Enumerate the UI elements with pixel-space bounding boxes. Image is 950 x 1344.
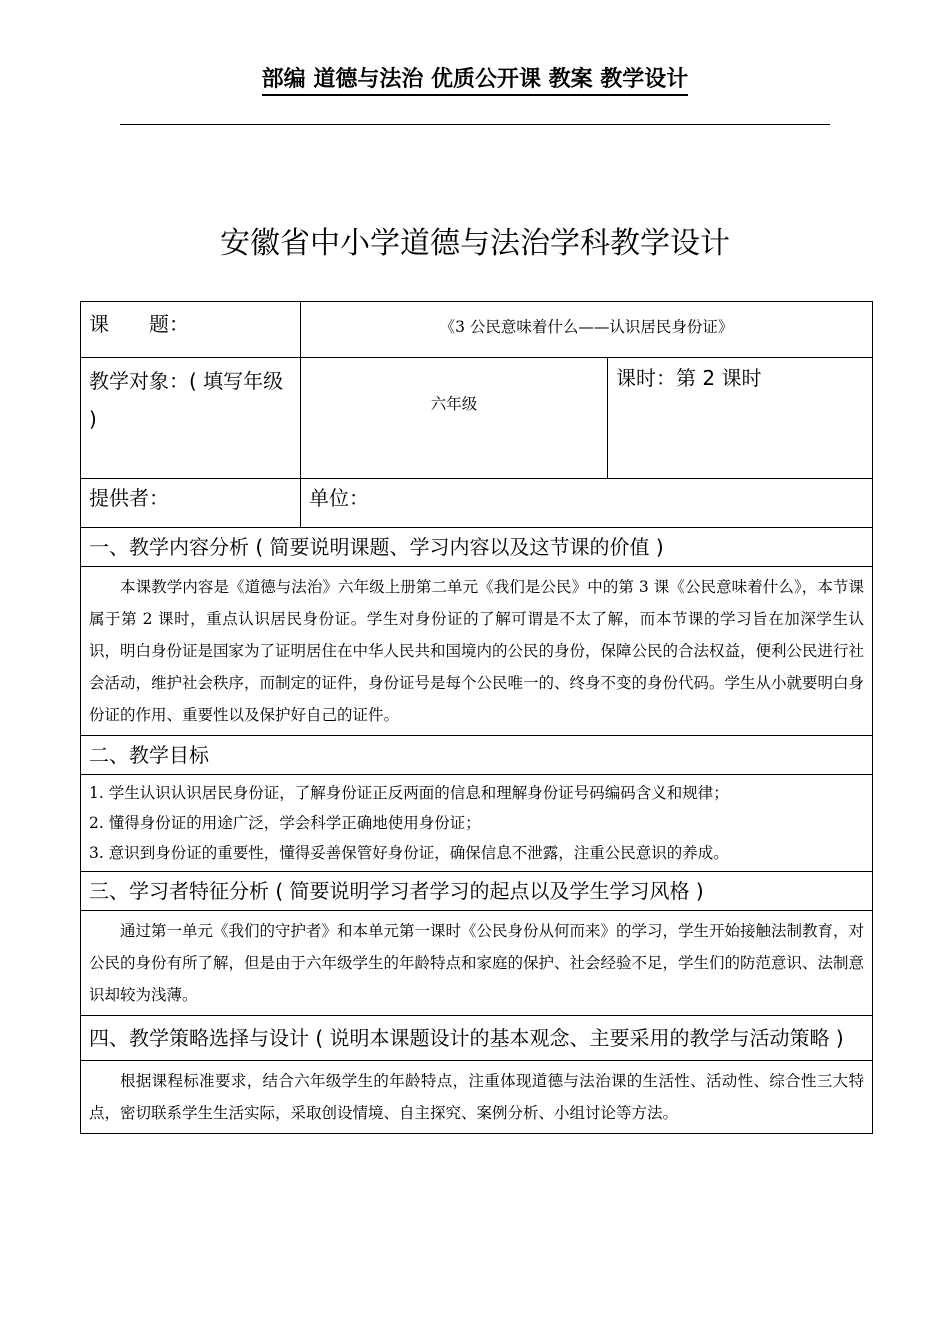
document-title: 安徽省中小学道德与法治学科教学设计 xyxy=(220,226,730,261)
strategy-heading: 四、教学策略选择与设计 ( 说明本课题设计的基本观念、主要采用的教学与活动策略 ) xyxy=(81,1016,873,1061)
period-label: 课时：第 2 课时 xyxy=(608,358,873,479)
header-divider xyxy=(120,124,830,125)
provider-row xyxy=(81,479,873,528)
section-body-row xyxy=(81,911,873,1016)
audience-row xyxy=(81,358,873,479)
header-banner xyxy=(0,62,950,93)
header-banner-text: 部编 道德与法治 优质公开课 教案 教学设计 xyxy=(262,67,689,96)
section-body-row xyxy=(81,567,873,736)
learner-analysis-heading: 三、学习者特征分析 ( 简要说明学习者学习的起点以及学生学习风格 ) xyxy=(81,872,873,911)
audience-value: 六年级 xyxy=(301,358,608,479)
objectives-heading: 二、教学目标 xyxy=(81,736,873,775)
objective-item: 1. 学生认识认识居民身份证，了解身份证正反两面的信息和理解身份证号码编码含义和规律； xyxy=(89,784,729,802)
audience-label: 教学对象：( 填写年级 ) xyxy=(81,358,301,479)
topic-row xyxy=(81,302,873,358)
section-heading-row xyxy=(81,872,873,911)
topic-value: 《3 公民意味着什么——认识居民身份证》 xyxy=(301,302,873,358)
unit-label: 单位： xyxy=(301,479,873,528)
objective-item: 3. 意识到身份证的重要性，懂得妥善保管好身份证，确保信息不泄露，注重公民意识的养成。 xyxy=(89,844,729,862)
section-body-row xyxy=(81,1061,873,1134)
section-heading-row xyxy=(81,736,873,775)
content-analysis-body: 本课教学内容是《道德与法治》六年级上册第二单元《我们是公民》中的第 3 课《公民意味着什么》，本节课属于第 2 课时，重点认识居民身份证。学生对身份证的了解可谓是不太了解，而本节课的学习旨在加深学生认识，明白身份证是国家为了证明居住在中华人民共和国境内的公民的身份，保障公民的合法权益，便利公民进行社会活动，维护社会秩序，而制定的证件，身份证号是每个公民唯一的、终身不变的身份代码。学生从小就要明白身份证的作用、重要性以及保护好自己的证件。 xyxy=(81,567,873,736)
learner-analysis-body: 通过第一单元《我们的守护者》和本单元第一课时《公民身份从何而来》的学习，学生开始接触法制教育，对公民的身份有所了解，但是由于六年级学生的年龄特点和家庭的保护、社会经验不足，学生们的防范意识、法制意识却较为浅薄。 xyxy=(81,911,873,1016)
section-heading-row xyxy=(81,1016,873,1061)
provider-label: 提供者： xyxy=(81,479,301,528)
objectives-list xyxy=(81,775,873,872)
section-body-row xyxy=(81,775,873,872)
section-heading-row xyxy=(81,528,873,567)
topic-label: 课 题： xyxy=(81,302,301,358)
content-analysis-heading: 一、教学内容分析 ( 简要说明课题、学习内容以及这节课的价值 ) xyxy=(81,528,873,567)
objective-item: 2. 懂得身份证的用途广泛，学会科学正确地使用身份证； xyxy=(89,814,481,832)
lesson-design-table xyxy=(80,301,873,1134)
strategy-body: 根据课程标准要求，结合六年级学生的年龄特点，注重体现道德与法治课的生活性、活动性、综合性三大特点，密切联系学生生活实际，采取创设情境、自主探究、案例分析、小组讨论等方法。 xyxy=(81,1061,873,1134)
